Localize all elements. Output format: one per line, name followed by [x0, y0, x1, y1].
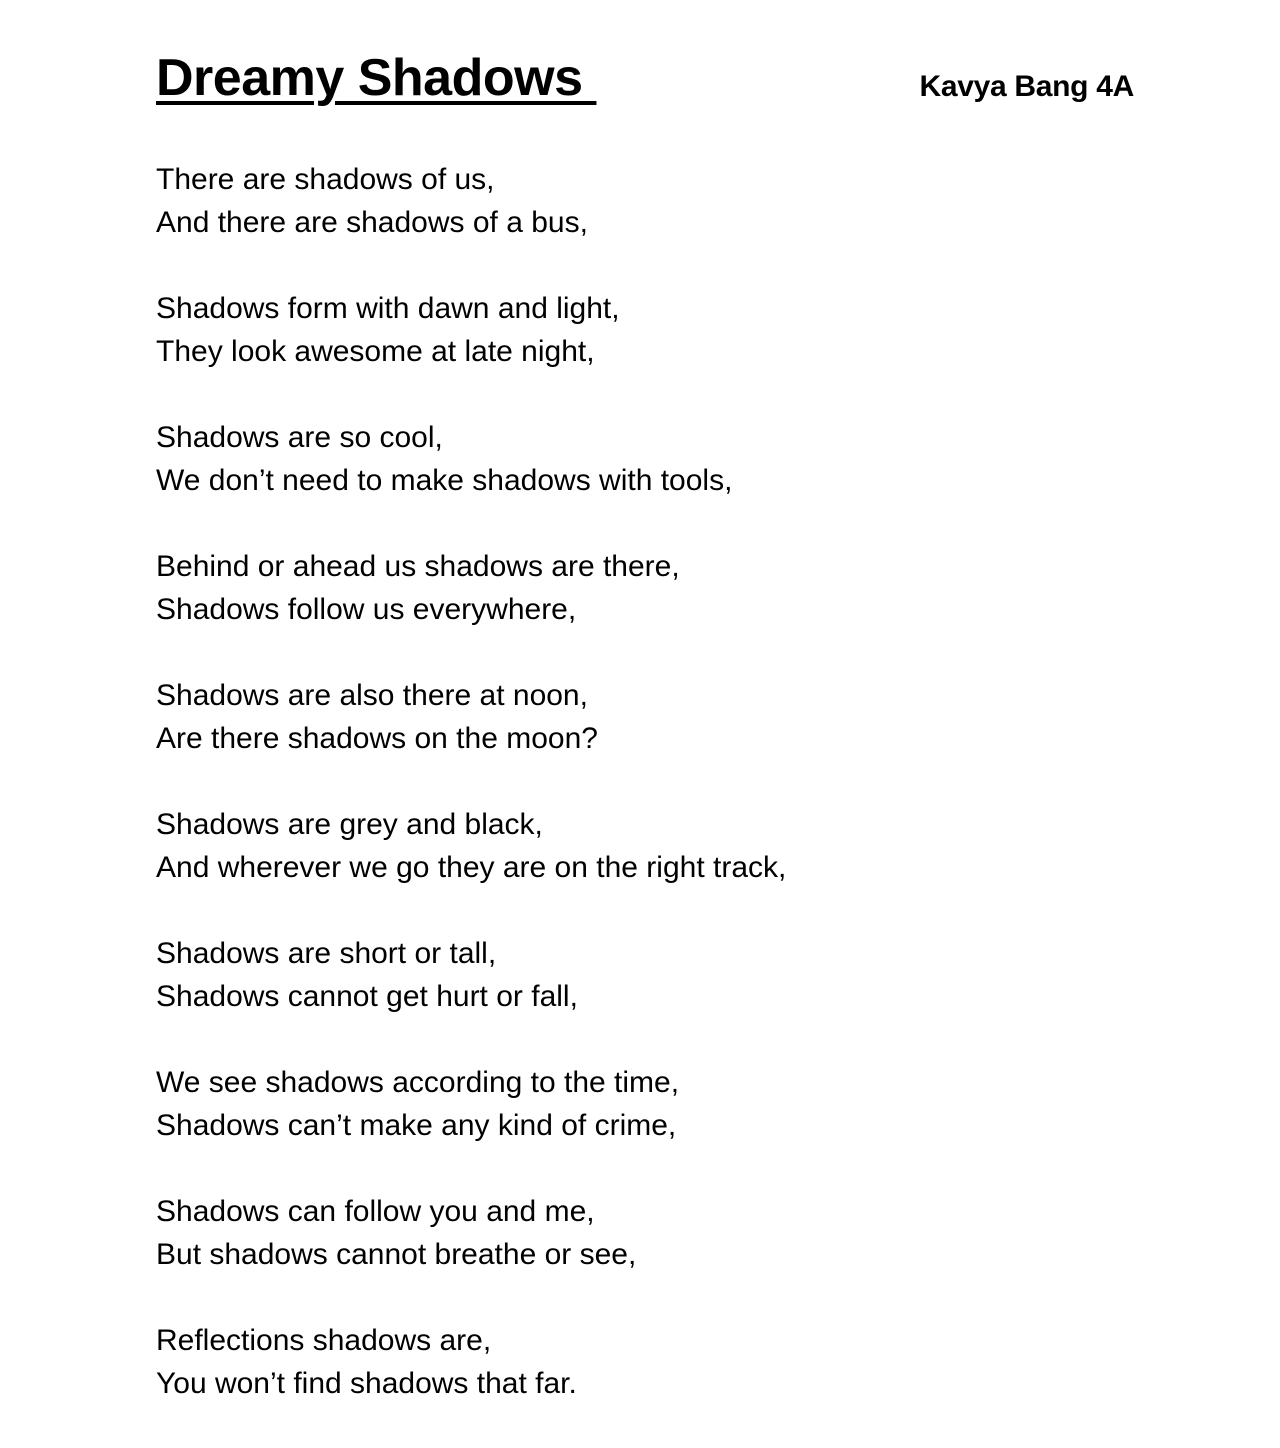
poem-line: We see shadows according to the time,: [156, 1066, 680, 1099]
poem-line: There are shadows of us,: [156, 163, 495, 196]
poem-line: And wherever we go they are on the right track,: [156, 851, 787, 884]
poem-line: They look awesome at late night,: [156, 335, 595, 368]
poem-body: [156, 158, 1156, 1448]
poem-line: And there are shadows of a bus,: [156, 206, 588, 239]
poem-line: Reflections shadows are,: [156, 1324, 492, 1357]
stanza: [156, 287, 1156, 373]
poem-line: Shadows cannot get hurt or fall,: [156, 980, 578, 1013]
stanza: [156, 674, 1156, 760]
poem-line: But shadows cannot breathe or see,: [156, 1238, 637, 1271]
poem-line: We don’t need to make shadows with tools,: [156, 464, 733, 497]
poem-line: Shadows are short or tall,: [156, 937, 497, 970]
stanza: [156, 545, 1156, 631]
poem-line: Are there shadows on the moon?: [156, 722, 598, 755]
stanza: [156, 932, 1156, 1018]
poem-line: Shadows are grey and black,: [156, 808, 543, 841]
poem-line: Shadows follow us everywhere,: [156, 593, 577, 626]
poem-line: Shadows can follow you and me,: [156, 1195, 595, 1228]
poem-line: Shadows are so cool,: [156, 421, 443, 454]
poem-title: Dreamy Shadows: [156, 49, 597, 107]
poem-author: Kavya Bang 4A: [919, 70, 1134, 103]
poem-line: You won’t find shadows that far.: [156, 1367, 577, 1400]
stanza: [156, 416, 1156, 502]
stanza: [156, 158, 1156, 244]
poem-line: Shadows form with dawn and light,: [156, 292, 620, 325]
stanza: [156, 1061, 1156, 1147]
poem-line: Behind or ahead us shadows are there,: [156, 550, 680, 583]
stanza: [156, 1190, 1156, 1276]
poem-line: Shadows are also there at noon,: [156, 679, 588, 712]
poem-line: Shadows can’t make any kind of crime,: [156, 1109, 677, 1142]
stanza: [156, 1319, 1156, 1405]
stanza: [156, 803, 1156, 889]
